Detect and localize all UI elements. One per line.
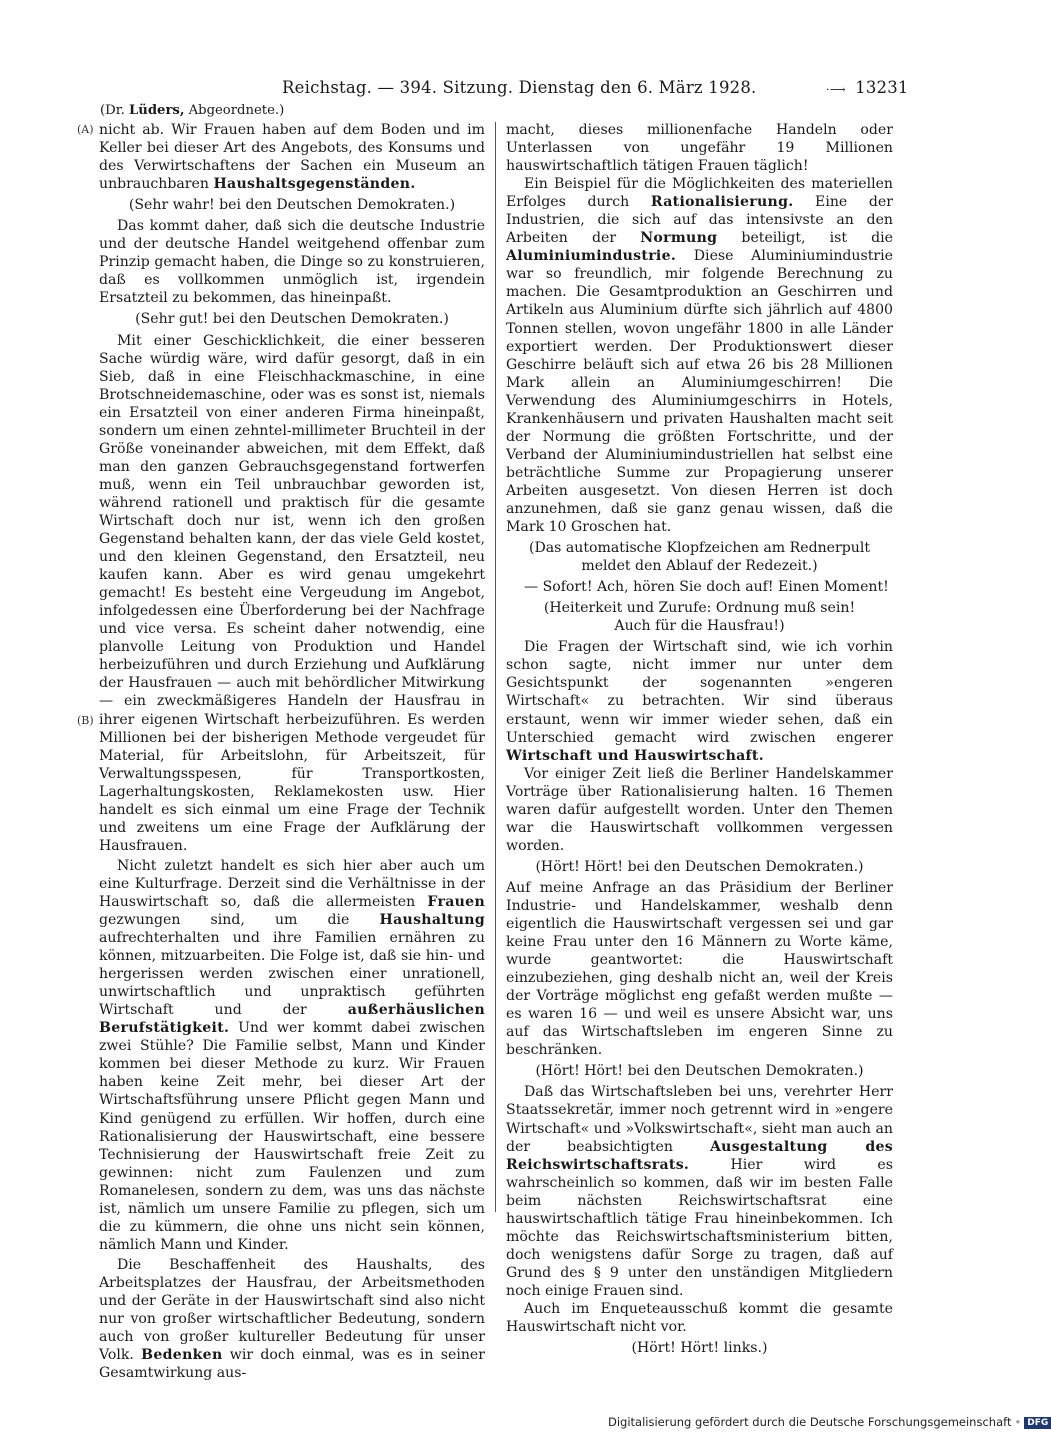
paragraph [99,1256,485,1382]
paragraph: Vor einiger Zeit ließ die Berliner Handelskammer Vorträge über Rationalisierung halten. 16 Themen waren dafür aufgestellt worden. Unter den Themen war die Hauswirtschaft vollkommen vergessen worden. [506,765,893,854]
emphasis: Haushaltung [379,912,485,929]
text-run: wir doch einmal, was es in seiner Gesamtwirkung aus- [99,1347,485,1382]
page-number: 13231 [855,78,909,97]
page-header [0,78,1000,104]
emphasis: Wirtschaft und Hauswirtschaft. [506,747,764,764]
interjection-line: (Das automatische Klopfzeichen am Rednerpult [528,540,871,557]
text-run: Diese Aluminiumindustrie war so freundlich, mir folgende Berechnung zu machen. Die Gesamtproduktion an Geschirren und Artikeln aus Aluminium dürfte sich jährlich auf 4800 Tonnen stellen, wovon ungefähr 1800 in alle Länder exportiert werden. Der Produktionswert dieser Geschirre beläuft sich auf etwa 26 bis 28 Millionen Mark allein an Aluminiumgeschirren! Die Verwendung des Aluminiumgeschirrs in Hotels, Krankenhäusern und privaten Haushalten macht seit der Normung die größten Fortschritte, und der Verband der Aluminiumindustriellen hat selbst eine beträchtliche Summe zur Propagierung unserer Arbeiten ausgesetzt. Von diesen Herren ist doch anzunehmen, daß sie ganz genau wissen, daß die Mark 10 Groschen hat. [506,248,893,536]
separator-dot-icon: • [1014,1415,1022,1429]
emphasis: Frauen [427,893,485,910]
running-head: Reichstag. — 394. Sitzung. Dienstag den 6. März 1928. [282,78,757,97]
emphasis: Ausgestaltung des Reichswirtschaftsrats. [506,1138,893,1173]
paragraph: Mit einer Geschicklichkeit, die einer besseren Sache würdig wäre, wird dafür gesorgt, daß in ein Sieb, daß in eine Fleischhackmaschine, in eine Brotschneidemaschine, oder was es sonst ist, niemals ein Ersatzteil von einer anderen Firma hineinpaßt, sondern um einen zehntel-millimeter Bruchteil in der Größe voneinander abweichen, mit dem Effekt, daß man den ganzen Gebrauchsgegenstand fortwerfen muß, wenn ein Teil unbrauchbar geworden ist, während rationell und praktisch für die gesamte Wirtschaft doch nur ist, wenn ich den großen Gegenstand behalten kann, der das viele Geld kostet, und den kleinen Gegenstand, den Ersatzteil, neu kaufen kann. Aber es wird genau umgekehrt gemacht! Es besteht eine Vergeudung im Angebot, infolgedessen eine Überforderung bei der Nachfrage und vice versa. Es scheint daher notwendig, eine planvolle Leitung von Produktion und Handel herbeizuführen und durch Erziehung und Aufklärung der Hausfrauen — auch mit behördlicher Mitwirkung — ein zweckmäßigeres Handeln der Hausfrau in ihrer eigenen Wirtschaft herbeizuführen. Es werden Millionen bei der bisherigen Methode vergeudet für Material, für Arbeitslohn, für Arbeitszeit, für Verwaltungsspesen, für Transportkosten, Lagerhaltungskosten, Reklamekosten usw. Hier handelt es sich einmal um eine Frage der Technik und zweitens um eine Frage der Aufklärung der Hausfrauen. [99,332,485,854]
paragraph [506,1083,893,1300]
paragraph: Auf meine Anfrage an das Präsidium der Berliner Industrie- und Handelskammer, weshalb denn eigentlich die Hauswirtschaft vergessen sei und gar keine Frau unter den 16 Männern zu Worte käme, wurde geantwortet: die Hauswirtschaft einzubeziehen, ging deshalb nicht an, weil der Kreis der Vorträge möglichst eng gefaßt werden mußte — es waren 16 — und weil es unsere Absicht war, uns auf das Wirtschaftsleben im engeren Sinne zu beschränken. [506,879,893,1059]
text-run: Die Beschaffenheit des Haushalts, des Arbeitsplatzes der Hausfrau, der Arbeitsmethoden und der Geräte in der Hauswirtschaft sind also nicht nur von großer wirtschaftlicher Bedeutung, sondern auch von großer kultureller Bedeutung für unser Volk. [99,1256,485,1364]
text-run: Und wer kommt dabei zwischen zwei Stühle? Die Familie selbst, Mann und Kinder kommen bei dieser Methode zu kurz. Wir Frauen haben keine Zeit mehr, bei dieser Art der Wirtschaftsführung unsere Pflicht gegen Mann und Kind genügend zu erfüllen. Wir hoffen, durch eine Rationalisierung der Hauswirtschaft, eine bessere Technisierung der Hauswirtschaft freie Zeit zu gewinnen: nicht zum Faulenzen und zum Romanelesen, sondern zu dem, was uns das nächste ist, nämlich um unsere Familie zu pflegen, sich um die zu kümmern, die ohne uns nicht sein können, nämlich Mann und Kinder. [99,1020,485,1253]
emphasis: Haushaltsgegenständen. [213,176,416,193]
speaker-role: Abgeordnete.) [184,103,285,118]
paragraph: — Sofort! Ach, hören Sie doch auf! Einen Moment! [524,579,889,596]
interjection: (Hört! Hört! bei den Deutschen Demokraten.) [535,1063,864,1080]
footer-credit [608,1415,1051,1429]
paragraph: macht, dieses millionenfache Handeln oder Unterlassen von ungefähr 19 Millionen hauswirtschaftlich tätigen Frauen täglich! [506,122,893,175]
footer-text: Digitalisierung gefördert durch die Deutsche Forschungsgemeinschaft [608,1415,1012,1429]
paragraph [506,638,893,764]
text-run: aufrechterhalten und ihre Familien ernähren zu können, mitzuarbeiten. Die Folge ist, daß sie hin- und hergerissen werden zwischen einer unrationell, unwirtschaftlich und unpraktisch geführten Wirtschaft und der [99,930,485,1019]
dfg-logo: DFG [1024,1417,1051,1429]
text-run: beteiligt, ist die [717,230,893,247]
ornament-icon: ·⟶ [826,83,846,96]
interjection: (Sehr gut! bei den Deutschen Demokraten.) [135,311,449,328]
text-run: Hier wird es wahrscheinlich so kommen, daß wir im besten Falle beim nächsten Reichswirtschaftsrat eine hauswirtschaftlich tätige Frau hineinbekommen. Ich möchte das Reichswirtschaftsministerium bitten, doch wenigstens dafür Sorge zu tragen, daß auf Grund des § 9 unter den unständigen Mitgliedern noch einige Frauen sind. [506,1156,893,1299]
emphasis: Aluminiumindustrie. [506,248,677,265]
column-divider [495,122,496,1212]
interjection: (Hört! Hört! links.) [631,1340,768,1357]
speaker-prefix: (Dr. [100,103,129,118]
text-run: Daß das Wirtschaftsleben bei uns, verehrter Herr Staatssekretär, immer noch getrennt wird in »engere Wirtschaft« und »Volkswirtschaft«, sieht man auch an der beabsichtigten [506,1084,893,1155]
interjection-line: meldet den Ablauf der Redezeit.) [581,558,818,575]
speaker-name: Lüders, [128,103,185,118]
emphasis: Rationalisierung. [650,194,794,211]
emphasis: Bedenken [141,1347,223,1364]
margin-marker-b: (B) [77,714,94,727]
interjection [506,599,893,635]
text-run: gezwungen sind, um die [99,912,380,929]
paragraph [99,121,485,193]
emphasis: außerhäuslichen Berufstätigkeit. [99,1002,485,1037]
text-run: Eine der Industrien, die sich auf das intensivste an den Arbeiten der [506,194,893,247]
interjection [506,539,893,575]
interjection-line: Auch für die Hausfrau!) [614,618,785,635]
paragraph: Auch im Enqueteausschuß kommt die gesamte Hauswirtschaft nicht vor. [506,1301,893,1336]
paragraph [99,857,485,1254]
interjection: (Sehr wahr! bei den Deutschen Demokraten.) [128,197,456,214]
left-column [99,121,485,1382]
text-run: Nicht zuletzt handelt es sich hier aber auch um eine Kulturfrage. Derzeit sind die Verhältnisse in der Hauswirtschaft so, daß die allermeisten [99,857,485,910]
interjection: (Hört! Hört! bei den Deutschen Demokraten.) [535,858,864,875]
page-number-area [826,78,909,97]
margin-marker-a: (A) [77,123,94,136]
speaker-line [100,103,284,118]
emphasis: Normung [640,230,718,247]
paragraph [506,175,893,536]
interjection-line: (Heiterkeit und Zurufe: Ordnung muß sein! [543,600,856,617]
text-run: Die Fragen der Wirtschaft sind, wie ich vorhin schon sagte, nicht immer nur unter dem Gesichtspunkt der sogenannten »engeren Wirtschaft« zu betrachten. Wir sind überaus erstaunt, wenn wir immer wieder sehen, daß ein Unterschied gemacht wird zwischen engerer [506,639,893,746]
text-run: nicht ab. Wir Frauen haben auf dem Boden und im Keller bei dieser Art des Angebots, des Konsums und des Verwirtschaftens der Sachen ein Museum an unbrauchbaren [99,122,485,193]
right-column [506,121,893,1360]
text-run: Ein Beispiel für die Möglichkeiten des materiellen Erfolges durch [506,176,893,211]
paragraph: Das kommt daher, daß sich die deutsche Industrie und der deutsche Handel weitgehend offenbar zum Prinzip gemacht haben, die Dinge so zu konstruieren, daß es vollkommen unmöglich ist, irgendein Ersatzteil zu bekommen, das hineinpaßt. [99,218,485,307]
